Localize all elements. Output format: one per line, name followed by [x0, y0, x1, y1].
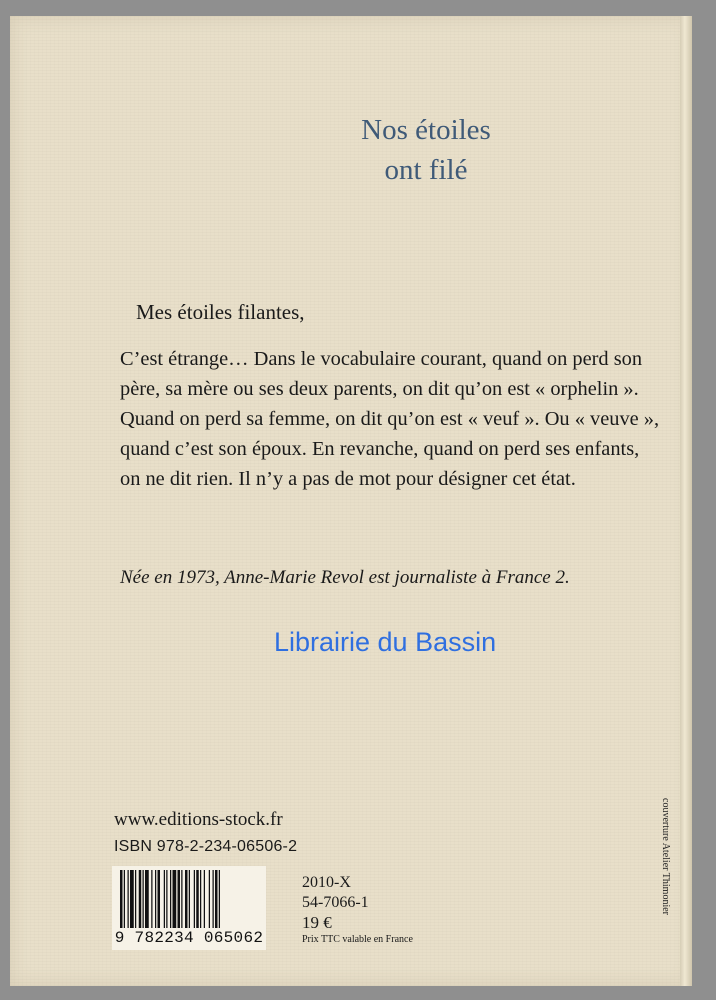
barcode-bar	[189, 870, 190, 928]
bookseller-stamp: Librairie du Bassin	[274, 627, 497, 657]
barcode-bar	[213, 870, 214, 928]
barcode-digits: 9 782234 065062	[114, 929, 264, 947]
barcode-bar	[181, 870, 182, 928]
price: 19 €	[302, 913, 332, 932]
publisher-website: www.editions-stock.fr	[114, 809, 283, 830]
book-title-line-1: Nos étoiles	[361, 114, 491, 146]
barcode-bar	[151, 870, 152, 928]
blurb-line: on ne dit rien. Il n’y a pas de mot pour désigner cet état.	[120, 468, 576, 490]
barcode-bar	[135, 870, 136, 928]
barcode-bar	[200, 870, 201, 928]
barcode-bar	[204, 870, 205, 928]
isbn-number: ISBN 978-2-234-06506-2	[114, 838, 298, 855]
edition-code: 2010-X	[302, 874, 351, 891]
product-codes	[302, 873, 413, 947]
cover-credit: couverture Atelier Thimonier	[660, 798, 671, 915]
barcode-bar	[120, 870, 123, 928]
barcode-bar	[164, 870, 165, 928]
blurb-line: quand c’est son époux. En revanche, quand on perd ses enfants,	[120, 438, 640, 460]
book-title	[296, 110, 556, 190]
barcode-bar	[194, 870, 195, 928]
barcode-bar	[219, 870, 220, 928]
book-title-line-2: ont filé	[384, 154, 468, 186]
blurb-paragraph	[120, 344, 660, 494]
barcode-bar	[145, 870, 149, 928]
book-spine-edge	[680, 16, 692, 986]
barcode-bar	[215, 870, 218, 928]
barcode-bar	[124, 870, 125, 928]
barcode-bar	[158, 870, 161, 928]
barcode-bar	[143, 870, 144, 928]
barcode-bar	[139, 870, 142, 928]
barcode-bars	[116, 870, 262, 928]
barcode-bar	[185, 870, 188, 928]
barcode-bar	[130, 870, 134, 928]
barcode-bar	[178, 870, 181, 928]
barcode	[112, 866, 266, 950]
barcode-bar	[209, 870, 210, 928]
barcode-bar	[128, 870, 129, 928]
barcode-bar	[166, 870, 167, 928]
author-bio: Née en 1973, Anne-Marie Revol est journaliste à France 2.	[120, 567, 570, 588]
price-legal-notice: Prix TTC valable en France	[302, 934, 413, 945]
barcode-bar	[155, 870, 156, 928]
barcode-bar	[170, 870, 171, 928]
catalog-code: 54-7066-1	[302, 894, 369, 911]
blurb-line: père, sa mère ou ses deux parents, on dit qu’on est « orphelin ».	[120, 378, 639, 400]
letter-salutation: Mes étoiles filantes,	[136, 300, 305, 324]
book-back-cover	[10, 16, 692, 986]
barcode-bar	[196, 870, 199, 928]
blurb-line: Quand on perd sa femme, on dit qu’on est « veuf ». Ou « veuve »,	[120, 408, 660, 430]
barcode-bar	[173, 870, 177, 928]
blurb-line: C’est étrange… Dans le vocabulaire courant, quand on perd son	[120, 348, 643, 370]
